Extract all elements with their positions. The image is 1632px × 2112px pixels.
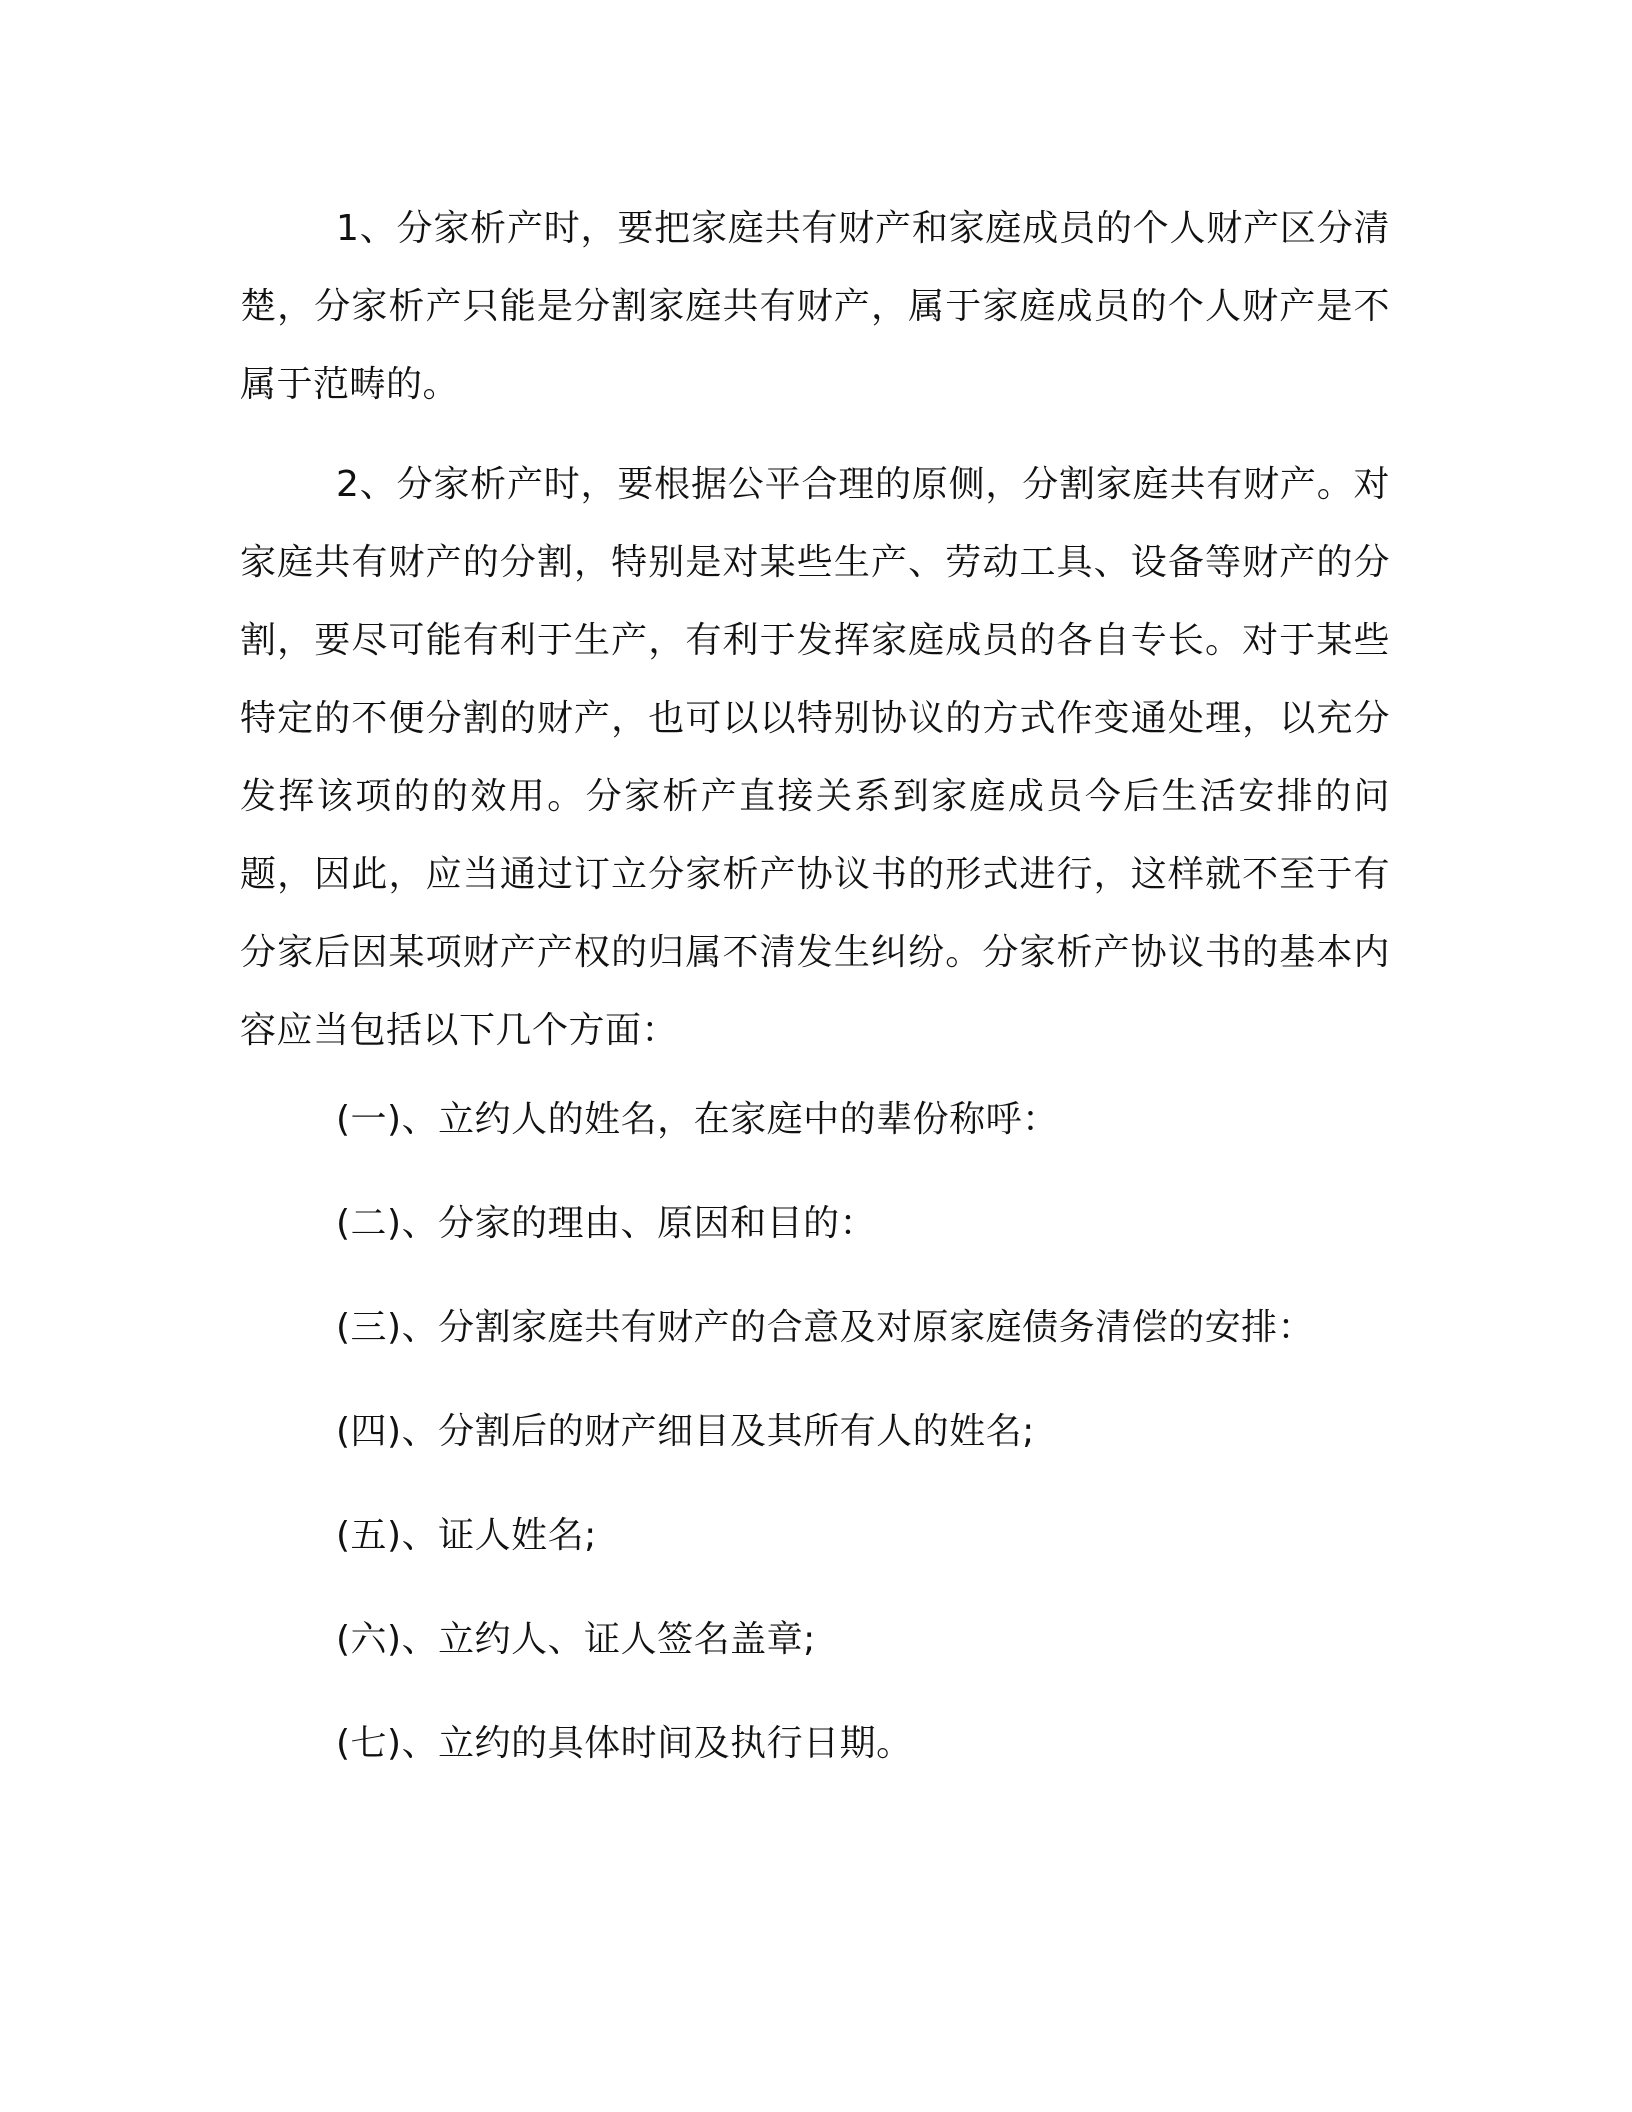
paragraph-1: 1、分家析产时，要把家庭共有财产和家庭成员的个人财产区分清楚，分家析产只能是分割家庭共有财产，属于家庭成员的个人财产是不属于范畴的。 [240, 208, 1390, 405]
content-list [240, 1096, 1390, 1768]
list-item: (六)、立约人、证人签名盖章; [336, 1619, 816, 1660]
list-item: (三)、分割家庭共有财产的合意及对原家庭债务清偿的安排： [336, 1307, 1315, 1348]
list-item: (二)、分家的理由、原因和目的： [336, 1203, 877, 1244]
list-item: (四)、分割后的财产细目及其所有人的姓名; [336, 1411, 1035, 1452]
list-item: (七)、立约的具体时间及执行日期。 [336, 1723, 913, 1764]
document-page [240, 190, 1390, 1824]
list-item: (一)、立约人的姓名，在家庭中的辈份称呼： [336, 1099, 1059, 1140]
paragraph-2: 2、分家析产时，要根据公平合理的原侧，分割家庭共有财产。对家庭共有财产的分割，特别是对某些生产、劳动工具、设备等财产的分割，要尽可能有利于生产，有利于发挥家庭成员的各自专长。对于某些特定的不便分割的财产，也可以以特别协议的方式作变通处理，以充分发挥该项的的效用。分家析产直接关系到家庭成员今后生活安排的问题，因此，应当通过订立分家析产协议书的形式进行，这样就不至于有分家后因某项财产产权的归属不清发生纠纷。分家析产协议书的基本内容应当包括以下几个方面： [240, 464, 1390, 1051]
list-item: (五)、证人姓名; [336, 1515, 597, 1556]
